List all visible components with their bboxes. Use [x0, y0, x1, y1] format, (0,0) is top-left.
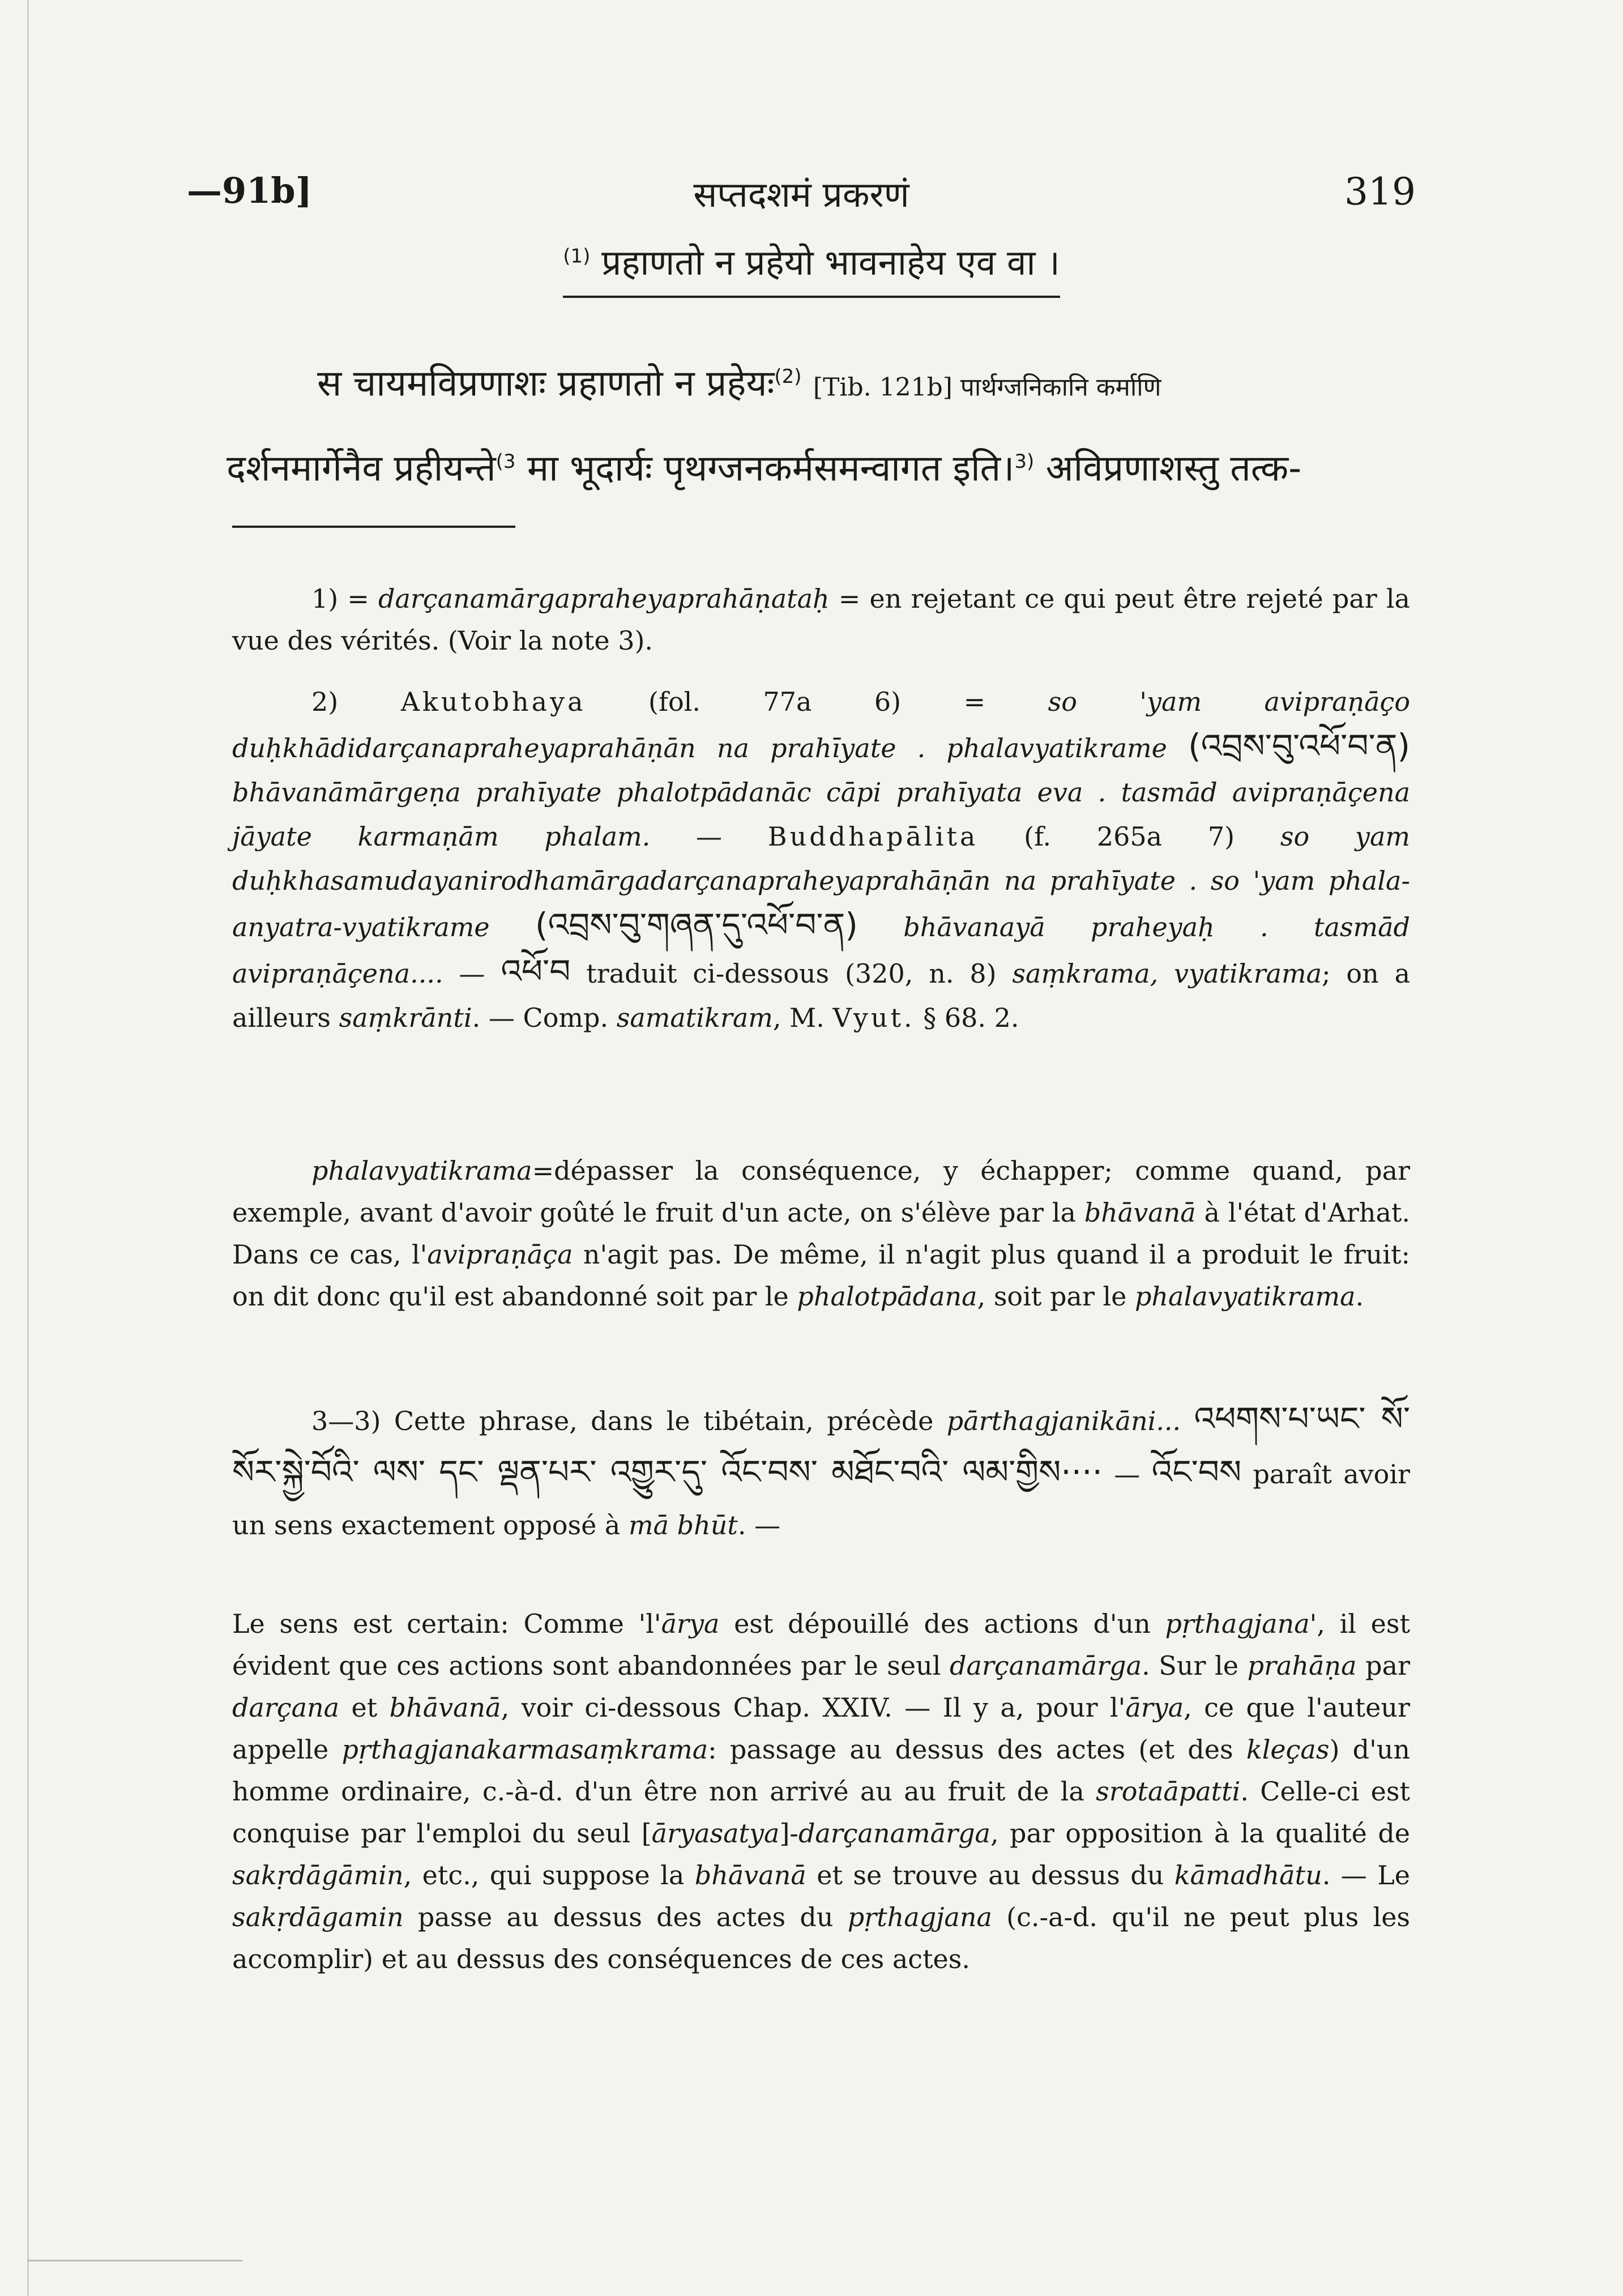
sanskrit-text: [Tib. 121b] पार्थग्जनिकानि कर्माणि	[813, 373, 1161, 402]
note-text: , soit par le	[977, 1281, 1127, 1312]
note-text: ; on a ailleurs	[232, 958, 1411, 1033]
note-text: passe au dessus des actes du	[417, 1902, 834, 1932]
note-text: 3—3) Cette phrase, dans le tibétain, précède	[311, 1406, 934, 1436]
note-text: , par opposition à la qualité de	[990, 1818, 1410, 1849]
note-text: . Sur le	[1142, 1650, 1238, 1681]
note-text: .	[1355, 1281, 1364, 1312]
sanskrit-text: मा भूदार्यः पृथग्जनकर्मसमन्वागत इति।	[527, 447, 1015, 490]
note-text: : passage au dessus des actes (et des	[708, 1734, 1233, 1765]
source-name: Buddhapālita	[767, 821, 979, 852]
note-text: (fol. 77a 6) =	[648, 686, 986, 717]
sanskrit-text: दर्शनमार्गेनैव प्रहीयन्ते	[227, 447, 496, 490]
note-term: saṃkrama, vyatikrama	[1012, 958, 1322, 989]
note-label: 2)	[311, 686, 339, 717]
note-term: pṛthagjana	[847, 1902, 992, 1932]
note-term: phalavyatikrama	[1134, 1281, 1356, 1312]
note-text: . — Comp.	[472, 1002, 609, 1033]
note-term: darçanamārga	[798, 1818, 990, 1849]
note-text: paraît avoir un sens exactement opposé à	[232, 1459, 1411, 1540]
tibetan-text: (འབྲས་བུ་འཕོ་བ་ན)	[1188, 727, 1411, 765]
note-text: à l'état d'Arhat. Dans ce cas, l'	[232, 1197, 1411, 1270]
note-text: est dépouillé des actions d'un	[734, 1608, 1151, 1639]
page-edge	[27, 0, 29, 2296]
note-term: darçanamārga	[950, 1650, 1142, 1681]
note-term: so 'yam avipraṇāço duḥkhādidarçanapraheyaprahāṇān na prahīyate . phalavyatikrame	[232, 686, 1411, 763]
tibetan-text: འཕོ་བ	[501, 952, 571, 991]
note-term: bhāvanā	[1084, 1197, 1196, 1228]
sanskrit-text: अविप्रणाशस्तु तत्क-	[1045, 447, 1302, 490]
note-term: darçanamārgapraheyaprahāṇataḥ	[378, 583, 830, 614]
note-term: sakṛdāgamin	[232, 1902, 404, 1932]
sanskrit-line-1	[317, 334, 1410, 430]
note-term: sakṛdāgāmin	[232, 1860, 404, 1890]
verse-line: प्रहाणतो न प्रहेयो भावनाहेय एव वा ।	[601, 242, 1060, 283]
note-term: bhāvanāmārgeṇa prahīyate phalotpādanāc cāpi prahīyata eva . tasmād avipraṇāçena jāyate karmaṇām phalam. —	[232, 777, 1410, 852]
note-term: kāmadhātu	[1174, 1860, 1322, 1890]
note-term: prahāṇa	[1247, 1650, 1357, 1681]
source-name: Akutobhaya	[400, 686, 586, 717]
tibetan-text: (འབྲས་བུ་གཞན་དུ་འཕོ་བ་ན)	[535, 906, 858, 944]
note-term: darçana	[232, 1692, 340, 1723]
note-text: . — Le	[1322, 1860, 1411, 1890]
section-ref: —91b]	[187, 170, 312, 211]
tibetan-text: འཕགས་པ་ཡང་ སོ་སོར་སྐྱེ་བོའི་ ལས་ དང་ ལྡན་པར་ འགྱུར་དུ་ འོང་བས་ མཐོང་བའི་ ལམ་གྱིས····	[232, 1399, 1411, 1491]
note-term: bhāvanā	[389, 1692, 501, 1723]
note-text: et	[351, 1692, 378, 1723]
sanskrit-line-2	[227, 419, 1410, 511]
note-text: Le sens est certain: Comme 'l'	[232, 1608, 661, 1639]
tibetan-text: འོང་བས	[1151, 1453, 1242, 1491]
note-text: , etc., qui suppose la	[403, 1860, 685, 1890]
note-term: bhāvanā	[694, 1860, 806, 1890]
note-text: ) d'un homme ordinaire, c.-à-d. d'un être non arrivé au au fruit de la	[232, 1734, 1410, 1807]
note-term: srotaāpatti	[1096, 1776, 1241, 1807]
note-label: 1) =	[311, 583, 369, 614]
verse	[0, 238, 1623, 298]
footnote-1	[232, 578, 1410, 662]
note-text: , ce que l'auteur appelle	[232, 1692, 1410, 1765]
note-text: traduit ci-dessous (320, n. 8)	[586, 958, 997, 989]
footnote-2	[232, 680, 1410, 1040]
note-text: . Celle-ci est conquise par l'emploi du seul [	[232, 1776, 1410, 1849]
note-term: phalavyatikrama	[311, 1155, 532, 1186]
note-term: ārya	[1125, 1692, 1184, 1723]
note-text: . —	[737, 1510, 781, 1540]
footnote-marker: (3	[496, 450, 516, 473]
note-text: (f. 265a 7)	[1024, 821, 1235, 852]
note-term: pārthagjanikāni...	[946, 1406, 1181, 1436]
footnote-2-commentary	[232, 1150, 1410, 1317]
note-term: pṛthagjanakarmasaṃkrama	[341, 1734, 708, 1765]
note-text: , M.	[772, 1002, 825, 1033]
footnote-marker: (2)	[774, 365, 802, 388]
source-name: Vyut.	[832, 1002, 915, 1033]
running-header	[187, 170, 1416, 227]
note-text: § 68. 2.	[923, 1002, 1019, 1033]
sanskrit-text: स चायमविप्रणाशः प्रहाणतो न प्रहेयः	[317, 362, 775, 405]
note-text: =dépasser la conséquence, y échapper; comme quand, par exemple, avant d'avoir goûté le fruit d'un acte, on s'élève par la	[232, 1155, 1410, 1228]
note-text: (c.-a-d. qu'il ne peut plus les accomplir) et au dessus des conséquences de ces actes.	[232, 1902, 1411, 1974]
note-term: avipraṇāça	[427, 1239, 573, 1270]
note-term: pṛthagjana	[1165, 1608, 1310, 1639]
chapter-title: सप्तदशमं प्रकरणं	[693, 174, 909, 215]
footnote-marker: (1)	[563, 245, 591, 268]
note-term: phalotpādana	[797, 1281, 977, 1312]
note-text: , voir ci-dessous Chap. XXIV. — Il y a, pour l'	[501, 1692, 1126, 1723]
footnote-marker: 3)	[1014, 450, 1035, 473]
page-edge-bottom	[27, 2260, 242, 2261]
note-text: n'agit pas. De même, il n'agit plus quand il a produit le fruit: on dit donc qu'il est abandonné soit par le	[232, 1239, 1411, 1312]
note-term: bhāvanayā praheyaḥ . tasmād avipraṇāçena.... —	[232, 912, 1411, 989]
note-term: so yam duḥkhasamudayanirodhamārgadarçanapraheyaprahāṇān na prahīyate . so 'yam phala-anyatra-vyatikrame	[232, 821, 1410, 942]
note-term: mā bhūt	[628, 1510, 738, 1540]
note-text: et se trouve au dessus du	[817, 1860, 1164, 1890]
note-term: samatikram	[616, 1002, 773, 1033]
footnote-3-commentary	[232, 1603, 1410, 1980]
page-number: 319	[1344, 170, 1416, 214]
footnote-3	[232, 1393, 1410, 1551]
note-text: —	[1114, 1459, 1141, 1490]
note-term: kleças	[1246, 1734, 1330, 1765]
note-text: par	[1365, 1650, 1411, 1681]
note-text: = en rejetant ce qui peut être rejeté par la vue des vérités. (Voir la note 3).	[232, 583, 1410, 656]
note-text: ', il est évident que ces actions sont abandonnées par le seul	[232, 1608, 1410, 1681]
note-term: āryasatya	[651, 1818, 780, 1849]
note-term: ārya	[661, 1608, 720, 1639]
note-term: saṃkrānti	[339, 1002, 472, 1033]
note-text: ]-	[779, 1818, 798, 1849]
verse-text	[563, 238, 1060, 298]
footnote-rule	[232, 526, 515, 528]
